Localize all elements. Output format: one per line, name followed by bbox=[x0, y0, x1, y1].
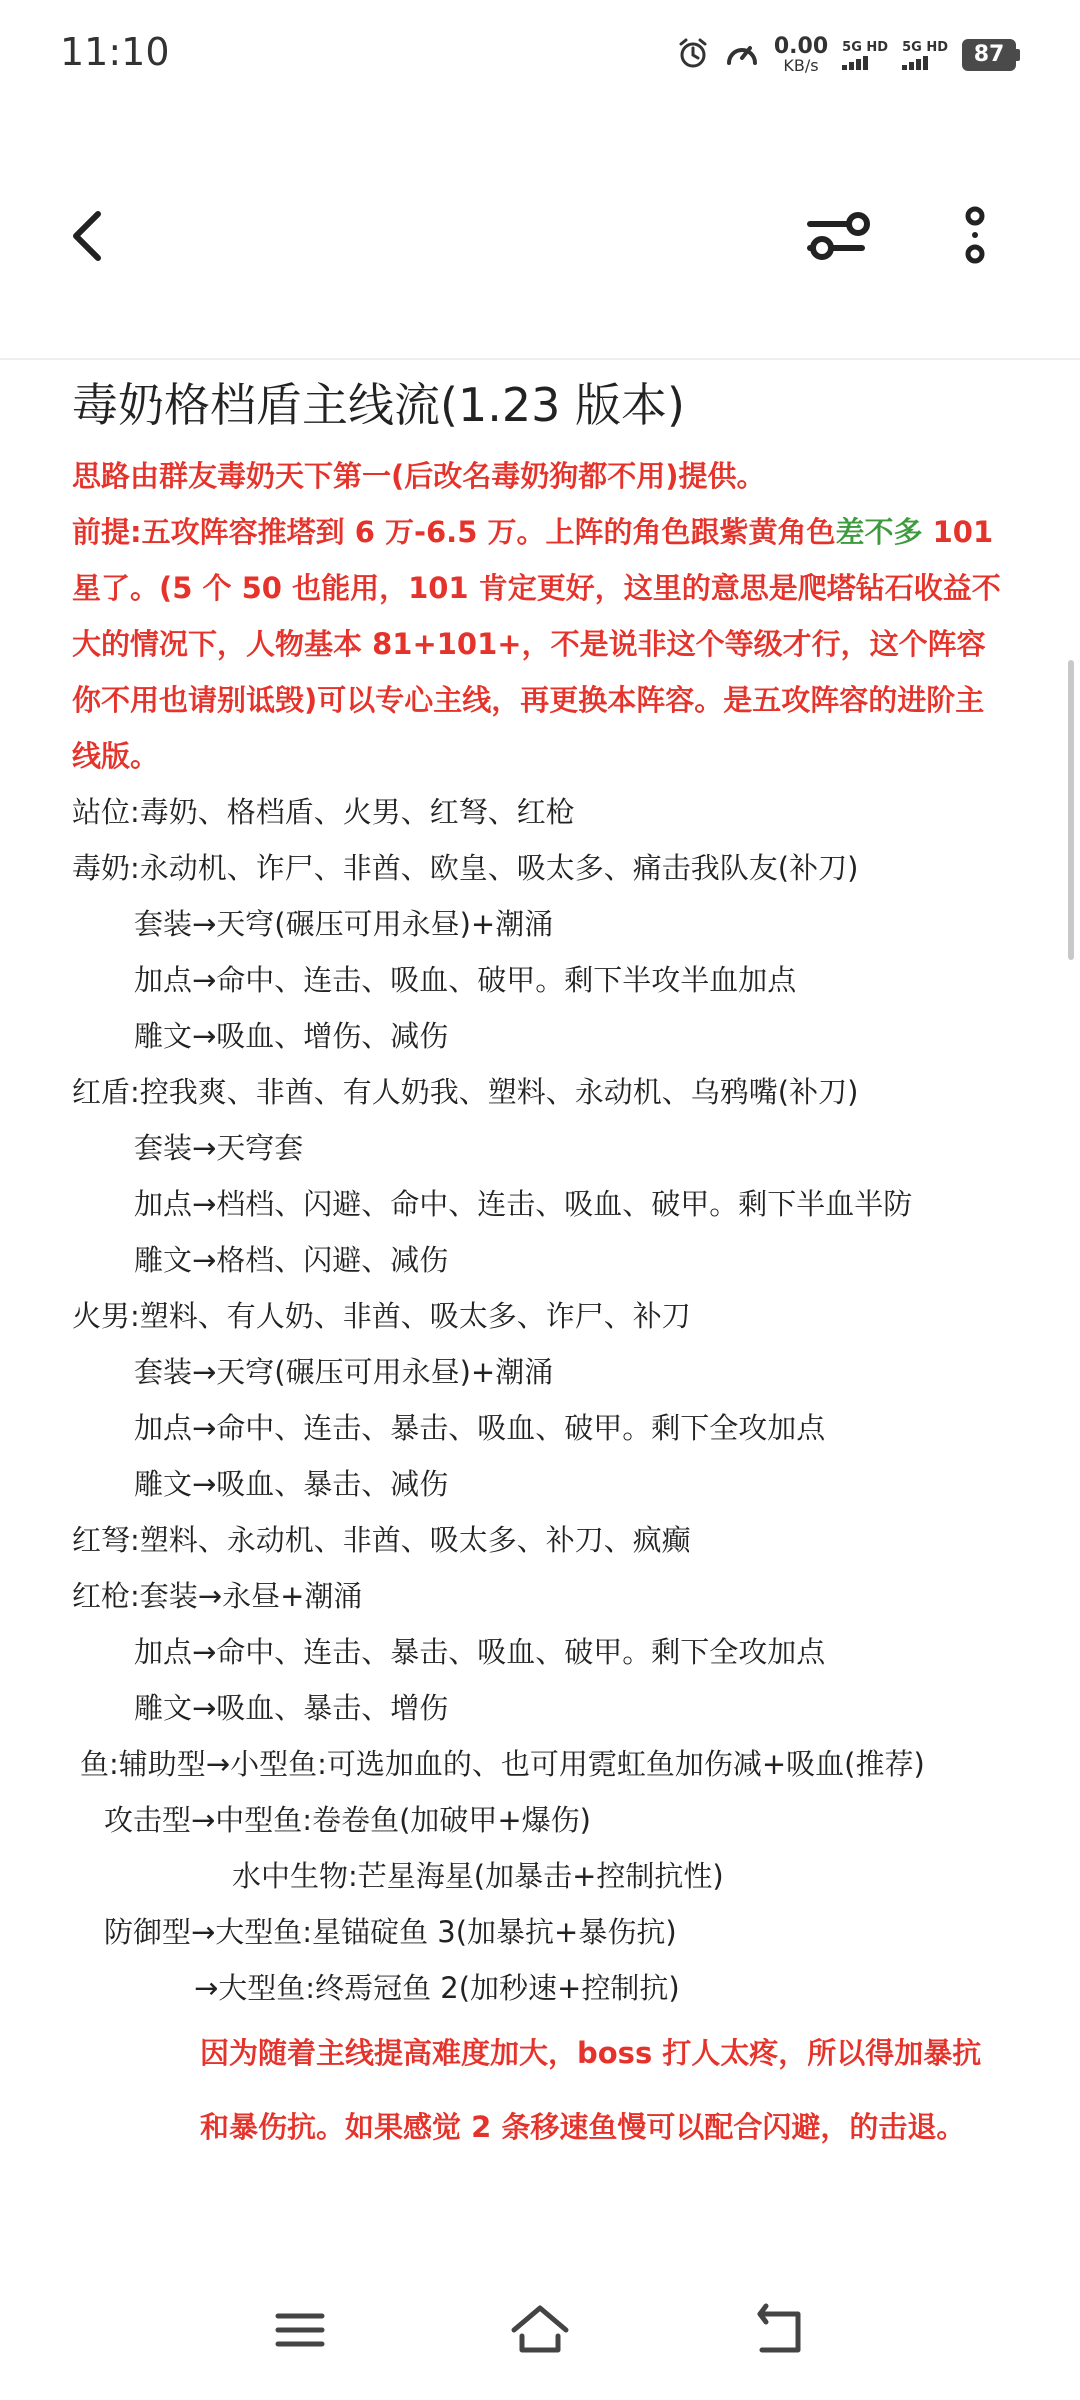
sim1-label: 5G HD bbox=[842, 39, 889, 55]
intro-credit: 思路由群友毒奶天下第一(后改名毒奶狗都不用)提供。 bbox=[72, 459, 766, 493]
article-title: 毒奶格档盾主线流(1.23 版本) bbox=[72, 378, 685, 432]
nav-menu-button[interactable] bbox=[270, 2300, 330, 2360]
content-line: 雕文→吸血、暴击、增伤 bbox=[134, 1691, 449, 1725]
content-line: 雕文→吸血、暴击、减伤 bbox=[134, 1467, 449, 1501]
intro-block bbox=[72, 448, 1012, 784]
status-icons bbox=[676, 30, 1020, 80]
menu-icon bbox=[270, 2300, 330, 2360]
nav-home-button[interactable] bbox=[508, 2300, 572, 2360]
content-line: →大型鱼:终焉冠鱼 2(加秒速+控制抗) bbox=[194, 1971, 680, 2005]
content-line: 雕文→吸血、增伤、减伤 bbox=[134, 1019, 449, 1053]
intro-paragraph bbox=[72, 504, 1012, 784]
content-line: 水中生物:芒星海星(加暴击+控制抗性) bbox=[232, 1859, 724, 1893]
content-line: 加点→命中、连击、暴击、吸血、破甲。剩下全攻加点 bbox=[134, 1411, 826, 1445]
sim1-signal bbox=[842, 41, 888, 70]
filter-settings-button[interactable] bbox=[800, 200, 880, 270]
content-line: 红弩:塑料、永动机、非酋、吸太多、补刀、疯癫 bbox=[72, 1523, 691, 1557]
content-line: 套装→天穹(碾压可用永昼)+潮涌 bbox=[134, 907, 554, 941]
content-line: 鱼:辅助型→小型鱼:可选加血的、也可用霓虹鱼加伤减+吸血(推荐) bbox=[80, 1747, 925, 1781]
back-button[interactable] bbox=[60, 200, 120, 270]
speedometer-icon bbox=[724, 36, 760, 74]
content-line: 红枪:套装→永昼+潮涌 bbox=[72, 1579, 363, 1613]
content-line: 加点→命中、连击、吸血、破甲。剩下半攻半血加点 bbox=[134, 963, 797, 997]
content-line: 火男:塑料、有人奶、非酋、吸太多、诈尸、补刀 bbox=[72, 1299, 691, 1333]
content-line: 套装→天穹(碾压可用永昼)+潮涌 bbox=[134, 1355, 554, 1389]
content-line: 红盾:控我爽、非酋、有人奶我、塑料、永动机、乌鸦嘴(补刀) bbox=[72, 1075, 859, 1109]
battery-icon bbox=[962, 39, 1020, 71]
content-line: 套装→天穹套 bbox=[134, 1131, 304, 1165]
more-vertical-icon bbox=[945, 200, 1005, 270]
more-options-button[interactable] bbox=[945, 200, 1005, 270]
filter-settings-icon bbox=[800, 200, 880, 270]
article-content bbox=[72, 372, 1012, 2164]
intro-text-a: 前提:五攻阵容推塔到 6 万-6.5 万。上阵的角色跟紫黄角色 bbox=[72, 515, 836, 549]
content-line: 加点→档档、闪避、命中、连击、吸血、破甲。剩下半血半防 bbox=[134, 1187, 913, 1221]
content-line: 加点→命中、连击、暴击、吸血、破甲。剩下全攻加点 bbox=[134, 1635, 826, 1669]
nav-back-button[interactable] bbox=[750, 2300, 810, 2360]
content-line: 防御型→大型鱼:星锚碇鱼 3(加暴抗+暴伤抗) bbox=[104, 1915, 677, 1949]
signal-icon bbox=[842, 56, 868, 70]
note-line: 和暴伤抗。如果感觉 2 条移速鱼慢可以配合闪避，的击退。 bbox=[200, 2110, 966, 2144]
back-arrow-icon bbox=[60, 200, 120, 270]
scrollbar[interactable] bbox=[1068, 660, 1074, 960]
header-divider bbox=[0, 358, 1080, 360]
content-line: 攻击型→中型鱼:卷卷鱼(加破甲+爆伤) bbox=[104, 1803, 591, 1837]
note-line: 因为随着主线提高难度加大，boss 打人太疼，所以得加暴抗 bbox=[200, 2036, 982, 2070]
intro-text-b: 101 星了。(5 个 50 也能用，101 肯定更好，这里的意思是爬塔钻石收益不大的情况下，人物基本 81+101+，不是说非这个等级才行，这个阵容你不用也请别诋毁)可以专心主线，再更换本阵容。是五攻阵容的进阶主线版。 bbox=[72, 515, 1001, 773]
back-icon bbox=[750, 2300, 810, 2360]
nav-bar bbox=[0, 2290, 1080, 2380]
sim2-label: 5G HD bbox=[902, 39, 948, 55]
sim2-signal bbox=[902, 41, 948, 70]
speed-unit: KB/s bbox=[783, 56, 819, 75]
content-line: 毒奶:永动机、诈尸、非酋、欧皇、吸太多、痛击我队友(补刀) bbox=[72, 851, 859, 885]
content-line: 雕文→格档、闪避、减伤 bbox=[134, 1243, 449, 1277]
app-bar bbox=[0, 170, 1080, 300]
network-speed bbox=[774, 36, 828, 74]
battery-level: 87 bbox=[962, 39, 1016, 71]
content-line: 站位:毒奶、格档盾、火男、红弩、红枪 bbox=[72, 795, 575, 829]
intro-highlight: 差不多 bbox=[835, 515, 923, 549]
signal-icon bbox=[902, 56, 928, 70]
status-time: 11:10 bbox=[60, 30, 170, 74]
alarm-icon bbox=[676, 36, 710, 74]
status-bar bbox=[0, 0, 1080, 110]
home-icon bbox=[508, 2300, 572, 2360]
speed-value: 0.00 bbox=[773, 34, 829, 59]
